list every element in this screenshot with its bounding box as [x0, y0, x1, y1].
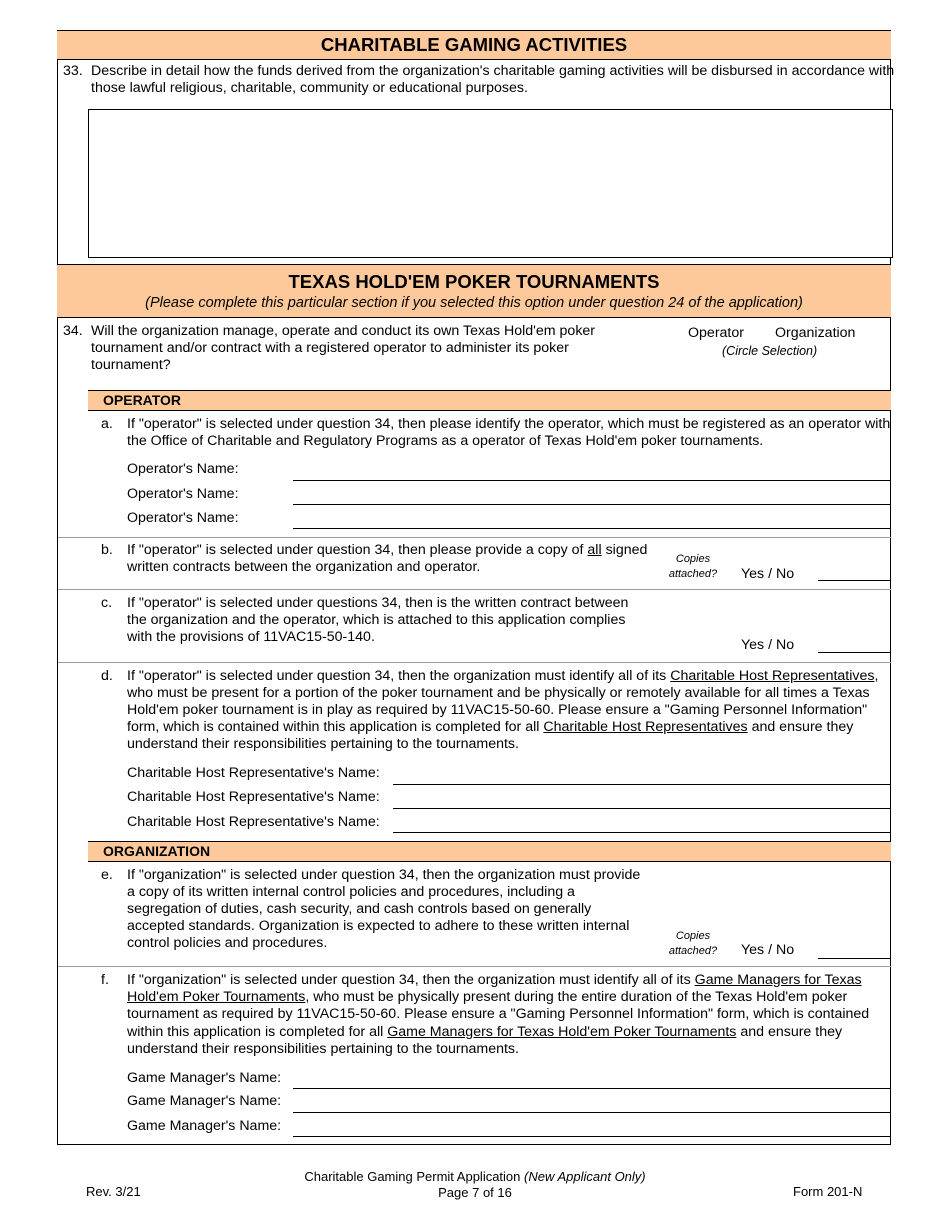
field-label: Operator's Name: — [127, 461, 239, 477]
item-text — [127, 1024, 842, 1042]
subsection-title: OPERATOR — [103, 392, 182, 408]
item-text-part: and ensure they — [736, 1024, 843, 1040]
game-manager-name-input[interactable] — [293, 1136, 891, 1137]
item-text-part: within this application is completed for all — [127, 1024, 388, 1040]
option-operator[interactable]: Operator — [688, 325, 744, 341]
footer-title-italic: (New Applicant Only) — [524, 1169, 646, 1184]
item-text: Hold'em poker tournament is in play as required by 11VAC15-50-60. Please ensure a "Gaming Personnel Information" — [127, 702, 868, 718]
item-text-part: If "organization" is selected under question 34, then the organization must identify all of its — [127, 972, 695, 988]
item-text: the Office of Charitable and Regulatory Programs as a operator of Texas Hold'em poker tournaments. — [127, 433, 764, 449]
item-text-underlined: Charitable Host Representatives — [670, 668, 875, 684]
item-text-part: , who must be physically present during the entire duration of the Texas Hold'em poker — [305, 989, 848, 1005]
item-text — [127, 972, 862, 990]
field-label: Game Manager's Name: — [127, 1118, 282, 1134]
field-label: Charitable Host Representative's Name: — [127, 765, 380, 781]
item-text: accepted standards. Organization is expected to adhere to these written internal — [127, 918, 630, 934]
circle-selection-note: (Circle Selection) — [722, 344, 818, 358]
question-text: Will the organization manage, operate and conduct its own Texas Hold'em poker — [91, 323, 596, 339]
host-representative-name-input[interactable] — [393, 808, 891, 809]
item-text-underlined: Charitable Host Representatives — [543, 719, 748, 735]
section-header-texas-holdem — [57, 264, 891, 318]
item-letter: d. — [101, 668, 113, 684]
yes-no-option[interactable]: Yes / No — [741, 637, 795, 653]
copies-label: Copies — [675, 553, 711, 565]
item-text: understand their responsibilities pertaining to the tournaments. — [127, 736, 519, 752]
item-text: tournament as required by 11VAC15-50-60. Please ensure a "Gaming Personnel Information" form, which is contained — [127, 1006, 870, 1022]
item-letter: b. — [101, 542, 113, 558]
question-text: tournament? — [91, 357, 171, 373]
item-text — [127, 719, 853, 737]
question-text: those lawful religious, charitable, community or educational purposes. — [91, 80, 528, 96]
operator-name-input[interactable] — [293, 528, 891, 529]
field-label: Charitable Host Representative's Name: — [127, 789, 380, 805]
copies-label: attached? — [668, 568, 718, 580]
item-text-part: and ensure they — [747, 719, 854, 735]
yes-no-option[interactable]: Yes / No — [741, 942, 795, 958]
game-manager-name-input[interactable] — [293, 1112, 891, 1113]
yes-no-answer-line[interactable] — [818, 652, 891, 653]
item-letter: c. — [101, 595, 113, 611]
option-organization[interactable]: Organization — [775, 325, 856, 341]
question-text: tournament and/or contract with a registered operator to administer its poker — [91, 340, 569, 356]
yes-no-option[interactable]: Yes / No — [741, 566, 795, 582]
item-text-part: form, which is contained within this application is completed for all — [127, 719, 544, 735]
item-text: a copy of its written internal control policies and procedures, including a — [127, 884, 575, 900]
yes-no-answer-line[interactable] — [818, 580, 891, 581]
item-text — [127, 668, 878, 686]
item-text: written contracts between the organization and operator. — [127, 559, 481, 575]
section-title: CHARITABLE GAMING ACTIVITIES — [320, 34, 628, 55]
item-text: If "organization" is selected under question 34, then the organization must provide — [127, 867, 641, 883]
field-label: Operator's Name: — [127, 510, 239, 526]
item-text-underlined: Game Managers for Texas Hold'em Poker Tournaments — [387, 1024, 737, 1040]
item-text-part: signed — [601, 542, 648, 558]
game-manager-name-input[interactable] — [293, 1088, 891, 1089]
section-header-charitable-gaming — [57, 30, 891, 60]
item-letter: f. — [101, 972, 109, 988]
field-label: Game Manager's Name: — [127, 1070, 282, 1086]
question-number: 33. — [63, 63, 83, 79]
host-representative-name-input[interactable] — [393, 784, 891, 785]
item-text-part: If "operator" is selected under question 34, then the organization must identify all of its — [127, 668, 671, 684]
footer-page-number: Page 7 of 16 — [438, 1185, 512, 1200]
host-representative-name-input[interactable] — [393, 832, 891, 833]
copies-label: attached? — [668, 945, 718, 957]
item-text-part: , — [874, 668, 879, 684]
footer-title-text: Charitable Gaming Permit Application — [304, 1169, 525, 1184]
divider — [58, 662, 891, 663]
item-letter: e. — [101, 867, 113, 883]
field-label: Charitable Host Representative's Name: — [127, 814, 380, 830]
field-label: Game Manager's Name: — [127, 1093, 282, 1109]
question-number: 34. — [63, 323, 83, 339]
item-text: segregation of duties, cash security, and cash controls based on generally — [127, 901, 592, 917]
item-text: who must be present for a portion of the poker tournament and be physically or remotely available for all times a Texas — [127, 685, 870, 701]
yes-no-answer-line[interactable] — [818, 958, 891, 959]
section-title: TEXAS HOLD'EM POKER TOURNAMENTS — [288, 271, 660, 292]
item-text-underlined: Game Managers for Texas — [694, 972, 862, 988]
divider — [58, 966, 891, 967]
item-text — [127, 542, 647, 560]
footer-revision: Rev. 3/21 — [86, 1184, 141, 1199]
subsection-header-operator — [88, 390, 891, 411]
funds-disbursement-textarea[interactable] — [88, 109, 893, 258]
item-text: understand their responsibilities pertaining to the tournaments. — [127, 1041, 519, 1057]
copies-label: Copies — [675, 930, 711, 942]
subsection-title: ORGANIZATION — [103, 843, 211, 859]
section-subtitle: (Please complete this particular section if you selected this option under question 24 of the application) — [145, 295, 803, 311]
item-text-underlined: all — [587, 542, 602, 558]
item-text-underlined: Hold'em Poker Tournaments — [127, 989, 306, 1005]
item-text — [127, 989, 847, 1007]
subsection-header-organization — [88, 841, 891, 862]
item-text: with the provisions of 11VAC15-50-140. — [127, 629, 375, 645]
item-text: the organization and the operator, which is attached to this application complies — [127, 612, 626, 628]
question-text: Describe in detail how the funds derived from the organization's charitable gaming activities will be disbursed in accordance with — [91, 63, 895, 79]
divider — [58, 589, 891, 590]
item-text: If "operator" is selected under question 34, then please identify the operator, which must be registered as an operator with — [127, 416, 891, 432]
item-letter: a. — [101, 416, 113, 432]
footer-form-number: Form 201-N — [793, 1184, 863, 1199]
item-text: control policies and procedures. — [127, 935, 328, 951]
item-text-part: If "operator" is selected under question 34, then please provide a copy of — [127, 542, 588, 558]
divider — [58, 537, 891, 538]
field-label: Operator's Name: — [127, 486, 239, 502]
operator-name-input[interactable] — [293, 504, 891, 505]
operator-name-input[interactable] — [293, 480, 891, 481]
item-text: If "operator" is selected under questions 34, then is the written contract between — [127, 595, 629, 611]
